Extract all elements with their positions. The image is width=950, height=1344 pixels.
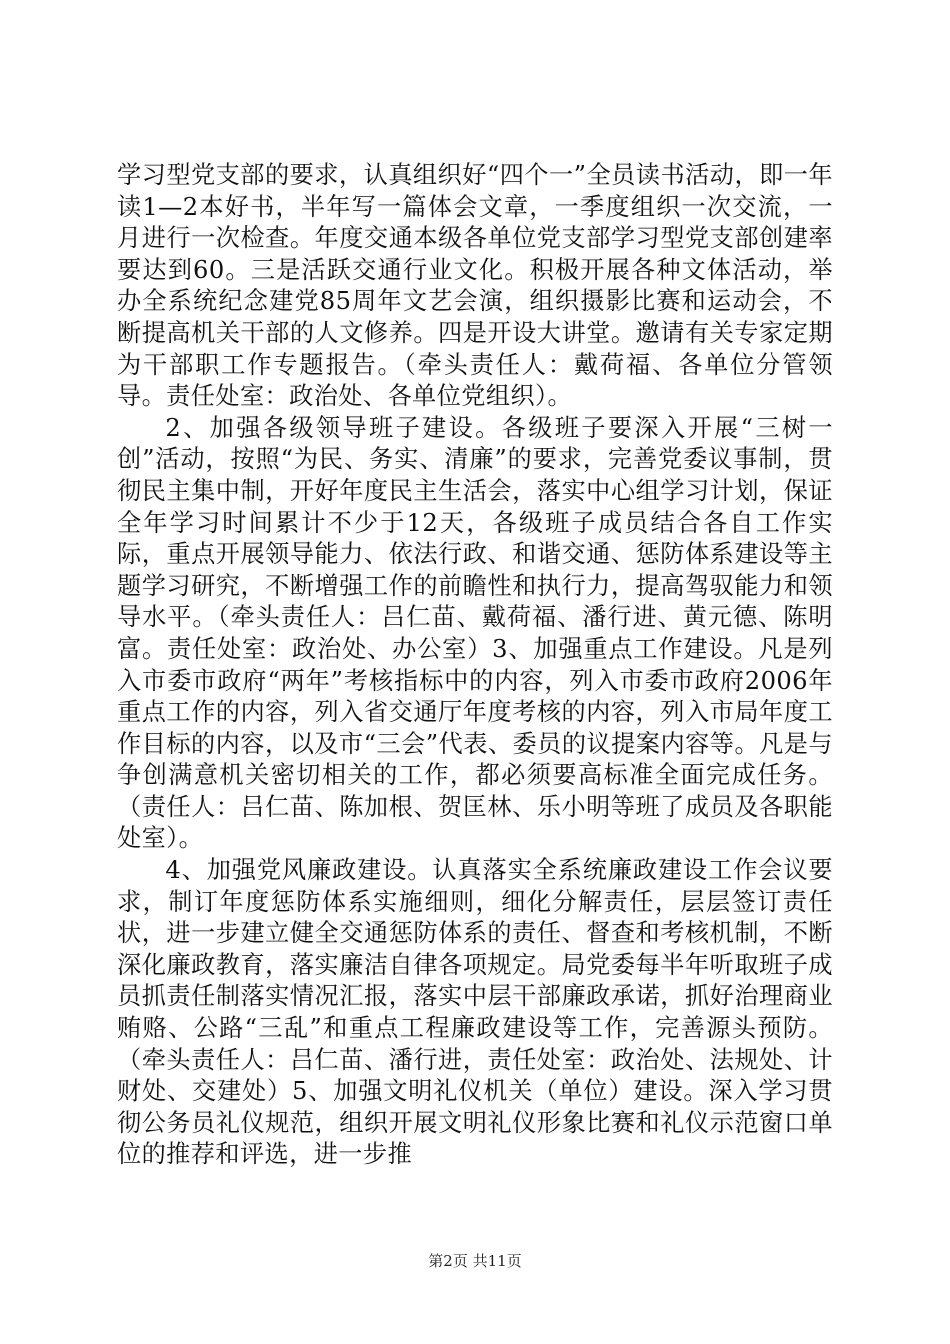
- page-footer: 第2页 共11页: [428, 1252, 522, 1270]
- document-body: [117, 160, 833, 1171]
- paragraph-3: 4、加强党风廉政建设。认真落实全系统廉政建设工作会议要求，制订年度惩防体系实施细则，细化分解责任，层层签订责任状，进一步建立健全交通惩防体系的责任、督查和考核机制，不断深化廉政教育，落实廉洁自律各项规定。局党委每半年听取班子成员抓责任制落实情况汇报，落实中层干部廉政承诺，抓好治理商业贿赂、公路“三乱”和重点工程廉政建设等工作，完善源头预防。（牵头责任人：吕仁苗、潘行进，责任处室：政治处、法规处、计财处、交建处）5、加强文明礼仪机关（单位）建设。深入学习贯彻公务员礼仪规范，组织开展文明礼仪形象比赛和礼仪示范窗口单位的推荐和评选，进一步推: [117, 856, 833, 1169]
- paragraph-1: 学习型党支部的要求，认真组织好“四个一”全员读书活动，即一年读1—2本好书，半年写一篇体会文章，一季度组织一次交流，一月进行一次检查。年度交通本级各单位党支部学习型党支部创建率要达到60。三是活跃交通行业文化。积极开展各种文体活动，举办全系统纪念建党85周年文艺会演，组织摄影比赛和运动会，不断提高机关干部的人文修养。四是开设大讲堂。邀请有关专家定期为干部职工作专题报告。（牵头责任人：戴荷福、各单位分管领导。责任处室：政治处、各单位党组织）。: [117, 161, 833, 411]
- paragraph-2: 2、加强各级领导班子建设。各级班子要深入开展“三树一创”活动，按照“为民、务实、清廉”的要求，完善党委议事制，贯彻民主集中制，开好年度民主生活会，落实中心组学习计划，保证全年学习时间累计不少于12天，各级班子成员结合各自工作实际，重点开展领导能力、依法行政、和谐交通、惩防体系建设等主题学习研究，不断增强工作的前瞻性和执行力，提高驾驭能力和领导水平。（牵头责任人：吕仁苗、戴荷福、潘行进、黄元德、陈明富。责任处室：政治处、办公室）3、加强重点工作建设。凡是列入市委市政府“两年”考核指标中的内容，列入市委市政府2006年重点工作的内容，列入省交通厅年度考核的内容，列入市局年度工作目标的内容，以及市“三会”代表、委员的议提案内容等。凡是与争创满意机关密切相关的工作，都必须要高标准全面完成任务。（责任人：吕仁苗、陈加根、贺匡林、乐小明等班了成员及各职能处室）。: [117, 413, 833, 853]
